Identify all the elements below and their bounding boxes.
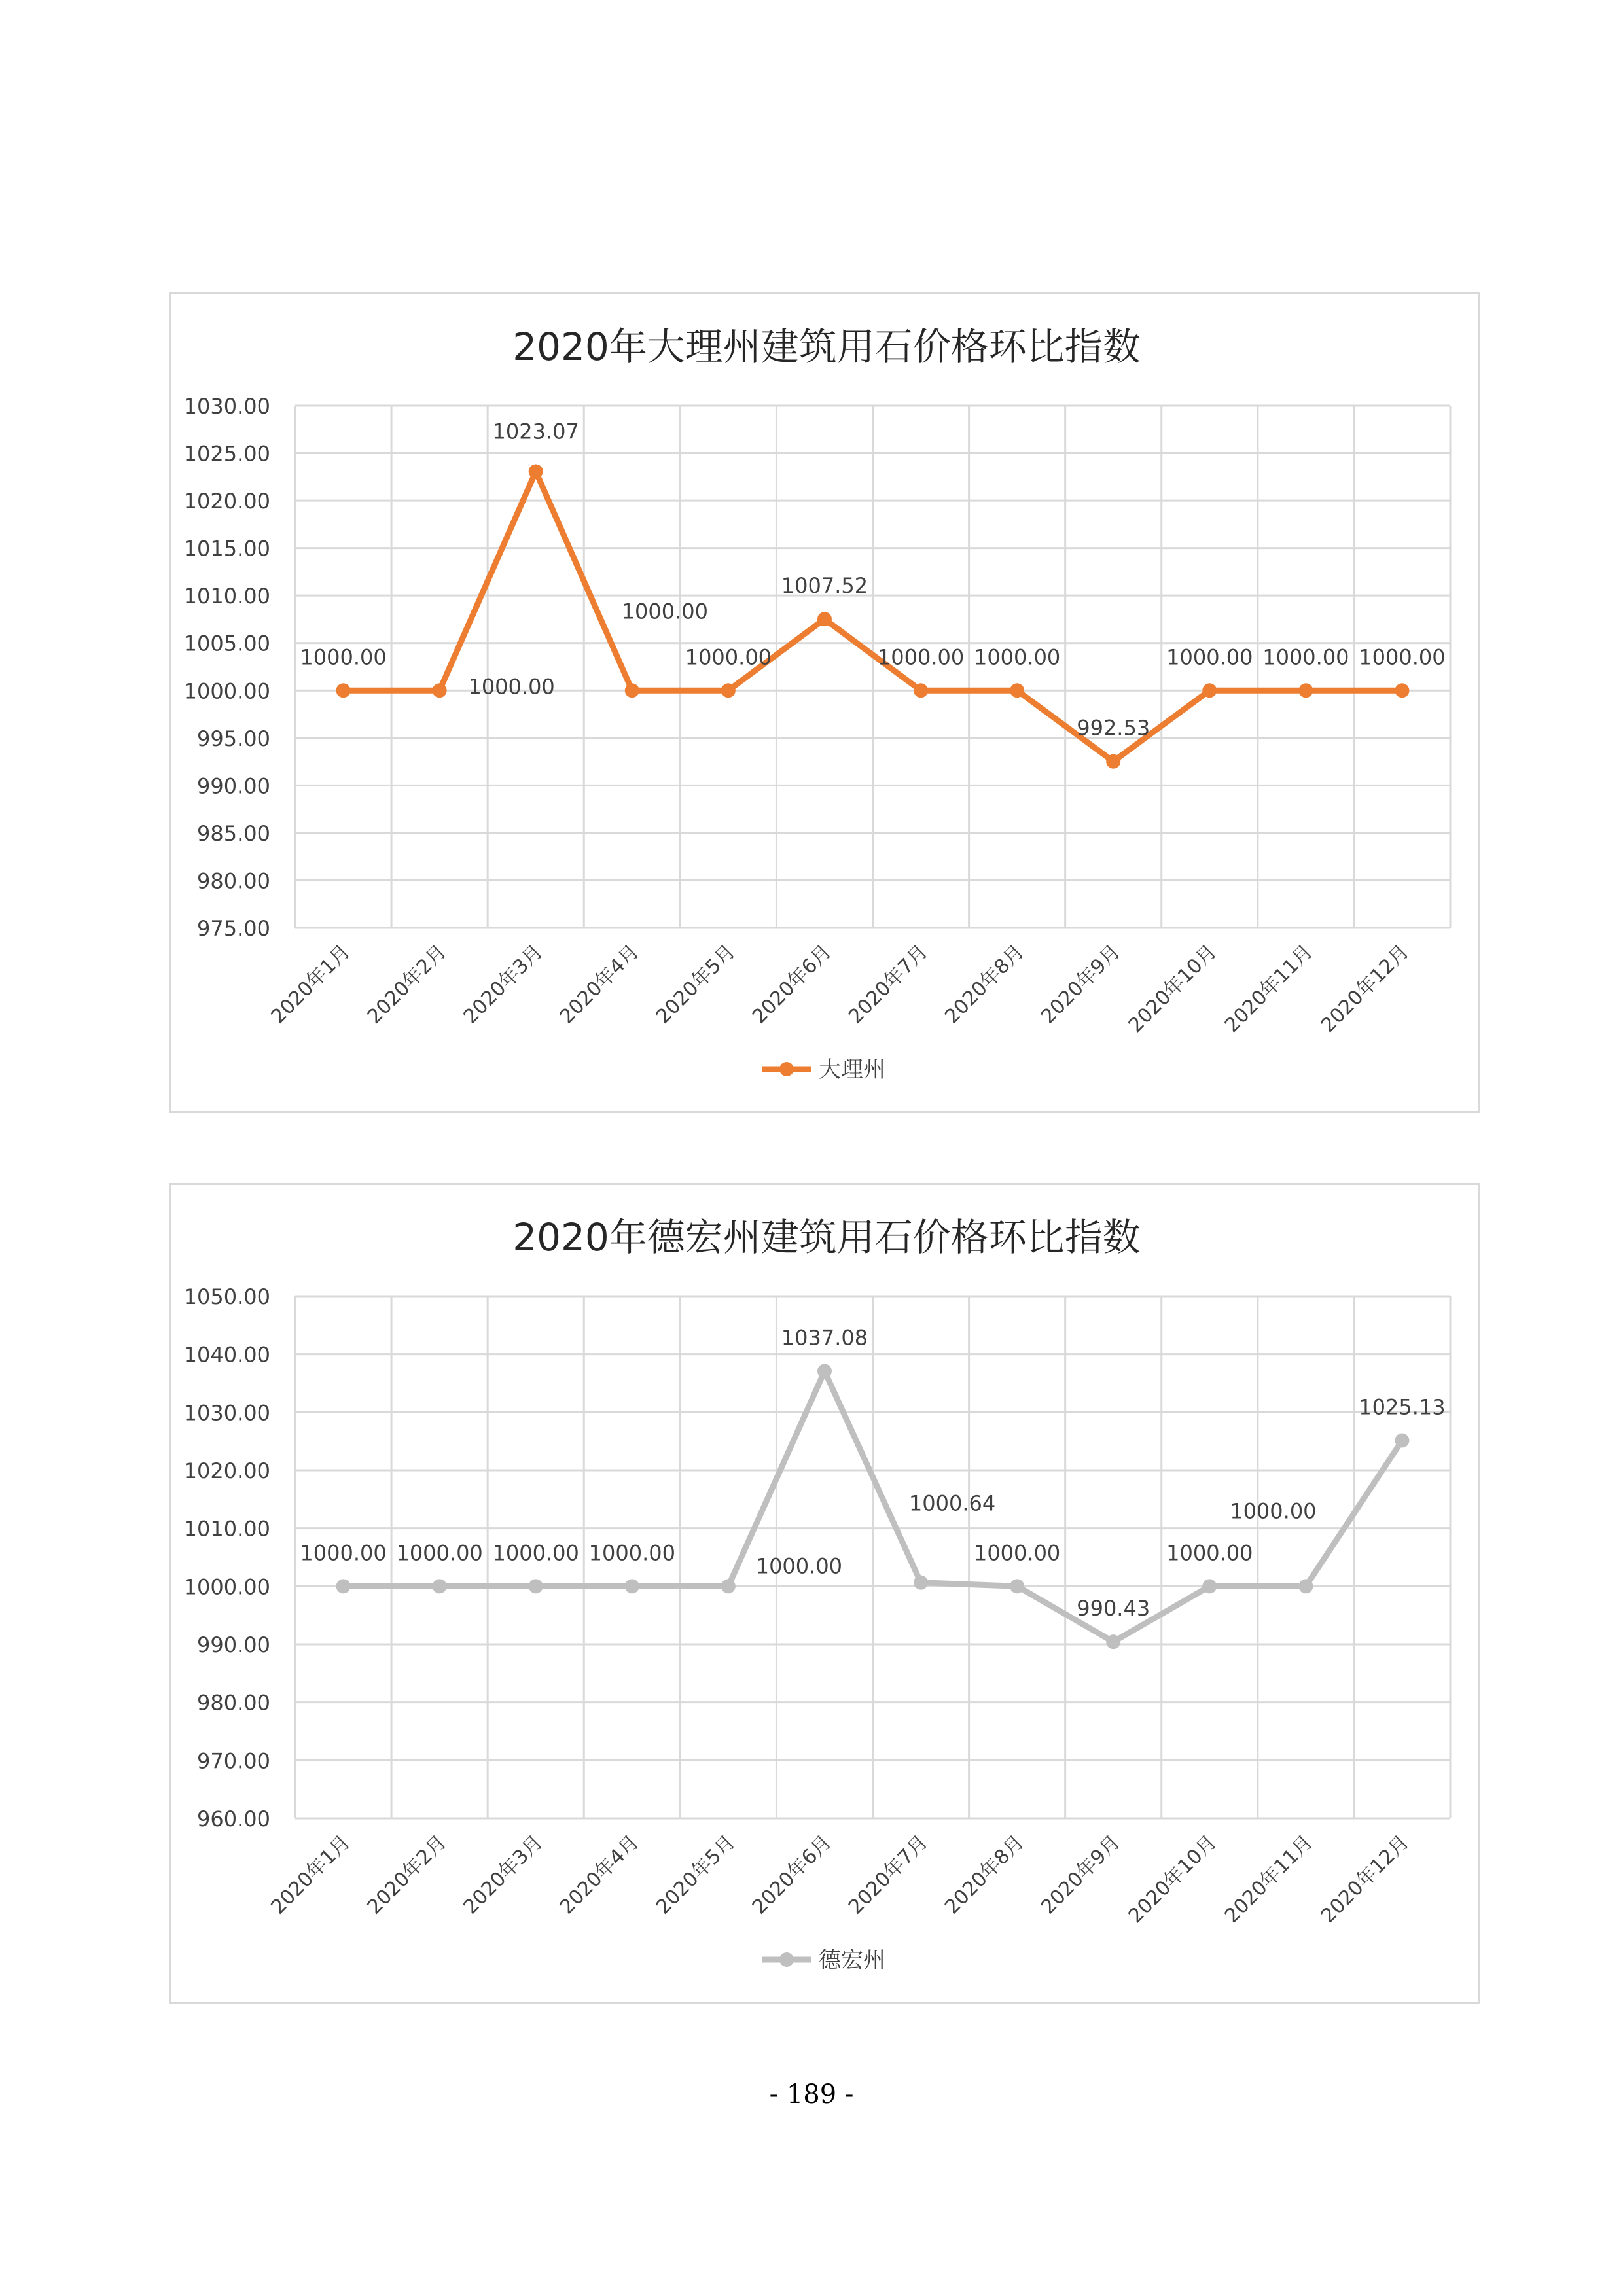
chart-title: 2020年大理州建筑用石价格环比指数 <box>512 325 1141 369</box>
chart-dehong <box>169 1183 1480 2004</box>
x-tick-label: 2020年11月 <box>1220 1830 1318 1928</box>
data-point <box>529 465 543 479</box>
chart-title: 2020年德宏州建筑用石价格环比指数 <box>512 1215 1141 1260</box>
y-tick-label: 960.00 <box>197 1807 270 1831</box>
data-label: 1037.08 <box>781 1325 868 1351</box>
data-label: 1000.00 <box>1359 645 1446 670</box>
data-point <box>721 1579 736 1593</box>
data-point <box>433 1579 447 1593</box>
y-tick-label: 1050.00 <box>183 1284 270 1309</box>
x-tick-label: 2020年6月 <box>747 1830 836 1919</box>
data-point <box>1395 1434 1409 1448</box>
x-tick-label: 2020年8月 <box>940 940 1029 1029</box>
x-tick-label: 2020年3月 <box>459 1830 548 1919</box>
data-point <box>1202 1579 1217 1593</box>
y-tick-label: 1040.00 <box>183 1342 270 1368</box>
data-point <box>1202 683 1217 698</box>
y-tick-label: 1030.00 <box>183 394 270 419</box>
data-label: 1000.00 <box>588 1540 675 1566</box>
data-label: 1000.00 <box>621 599 708 624</box>
y-tick-label: 1025.00 <box>183 441 270 467</box>
x-tick-label: 2020年3月 <box>459 940 548 1029</box>
x-tick-label: 2020年7月 <box>844 940 933 1029</box>
data-label: 1025.13 <box>1359 1394 1446 1420</box>
y-tick-label: 1000.00 <box>183 679 270 704</box>
data-point <box>914 683 928 698</box>
y-tick-label: 1010.00 <box>183 584 270 609</box>
y-tick-label: 980.00 <box>197 1690 270 1716</box>
data-label: 1000.00 <box>396 1540 483 1566</box>
page-number: - 189 - <box>769 2079 854 2110</box>
x-tick-label: 2020年12月 <box>1316 940 1414 1038</box>
x-tick-label: 2020年5月 <box>651 1830 740 1919</box>
y-tick-label: 995.00 <box>197 726 270 751</box>
data-point <box>336 1579 351 1593</box>
y-tick-label: 1000.00 <box>183 1574 270 1600</box>
data-label: 1000.00 <box>755 1553 843 1579</box>
x-tick-label: 2020年8月 <box>940 1830 1029 1919</box>
data-label: 1000.00 <box>877 645 965 670</box>
x-tick-label: 2020年4月 <box>555 1830 644 1919</box>
y-tick-label: 975.00 <box>197 916 270 941</box>
data-label: 1000.00 <box>1262 645 1349 670</box>
x-tick-label: 2020年1月 <box>266 1830 355 1919</box>
data-label: 1000.00 <box>1166 645 1253 670</box>
data-point <box>336 683 351 698</box>
data-label: 1023.07 <box>492 419 579 444</box>
data-label: 1000.00 <box>1166 1540 1253 1566</box>
legend-marker <box>779 1952 794 1967</box>
data-point <box>433 683 447 698</box>
data-label: 1000.00 <box>300 645 387 670</box>
data-label: 1000.00 <box>973 1540 1061 1566</box>
y-tick-label: 1030.00 <box>183 1400 270 1426</box>
x-tick-label: 2020年9月 <box>1037 940 1125 1029</box>
data-label: 992.53 <box>1077 715 1150 741</box>
y-tick-label: 990.00 <box>197 1633 270 1657</box>
y-tick-label: 1020.00 <box>183 1458 270 1483</box>
x-tick-label: 2020年1月 <box>266 940 355 1029</box>
data-label: 1007.52 <box>781 573 868 599</box>
x-tick-label: 2020年4月 <box>555 940 644 1029</box>
legend-label-dehong: 德宏州 <box>819 1947 885 1973</box>
data-label: 1000.00 <box>1230 1498 1317 1524</box>
data-point <box>1010 683 1024 698</box>
y-tick-label: 985.00 <box>197 821 270 846</box>
x-tick-label: 2020年2月 <box>363 940 452 1029</box>
data-point <box>625 1579 639 1593</box>
data-point <box>1010 1579 1024 1593</box>
x-tick-label: 2020年5月 <box>651 940 740 1029</box>
legend-label-dali: 大理州 <box>819 1057 885 1083</box>
x-tick-label: 2020年11月 <box>1220 940 1318 1038</box>
chart-dali <box>169 292 1480 1113</box>
data-label: 990.43 <box>1077 1596 1150 1621</box>
data-point <box>1106 754 1120 769</box>
x-tick-label: 2020年10月 <box>1124 1830 1221 1928</box>
data-label: 1000.00 <box>685 645 772 670</box>
data-label: 1000.00 <box>492 1540 579 1566</box>
y-tick-label: 980.00 <box>197 868 270 894</box>
data-point <box>1395 683 1409 698</box>
x-tick-label: 2020年10月 <box>1124 940 1221 1038</box>
y-tick-label: 1015.00 <box>183 536 270 561</box>
data-point <box>914 1576 928 1590</box>
x-tick-label: 2020年12月 <box>1316 1830 1414 1928</box>
data-point <box>1106 1634 1120 1649</box>
y-tick-label: 1020.00 <box>183 489 270 514</box>
data-label: 1000.00 <box>300 1540 387 1566</box>
data-point <box>817 1364 832 1379</box>
chart-dehong-svg <box>171 1185 1482 2005</box>
x-tick-label: 2020年2月 <box>363 1830 452 1919</box>
data-point <box>721 683 736 698</box>
y-tick-label: 1010.00 <box>183 1516 270 1542</box>
x-tick-label: 2020年6月 <box>747 940 836 1029</box>
data-point <box>625 683 639 698</box>
y-tick-label: 970.00 <box>197 1748 270 1774</box>
data-point <box>817 612 832 626</box>
y-tick-label: 1005.00 <box>183 631 270 656</box>
y-tick-label: 990.00 <box>197 773 270 799</box>
data-label: 1000.00 <box>973 645 1061 670</box>
data-label: 1000.00 <box>468 674 555 699</box>
data-point <box>1298 683 1313 698</box>
x-tick-label: 2020年9月 <box>1037 1830 1125 1919</box>
data-label: 1000.64 <box>908 1491 996 1516</box>
legend-marker <box>779 1062 794 1076</box>
data-point <box>1298 1579 1313 1593</box>
x-tick-label: 2020年7月 <box>844 1830 933 1919</box>
data-point <box>529 1579 543 1593</box>
chart-dali-svg <box>171 294 1482 1115</box>
